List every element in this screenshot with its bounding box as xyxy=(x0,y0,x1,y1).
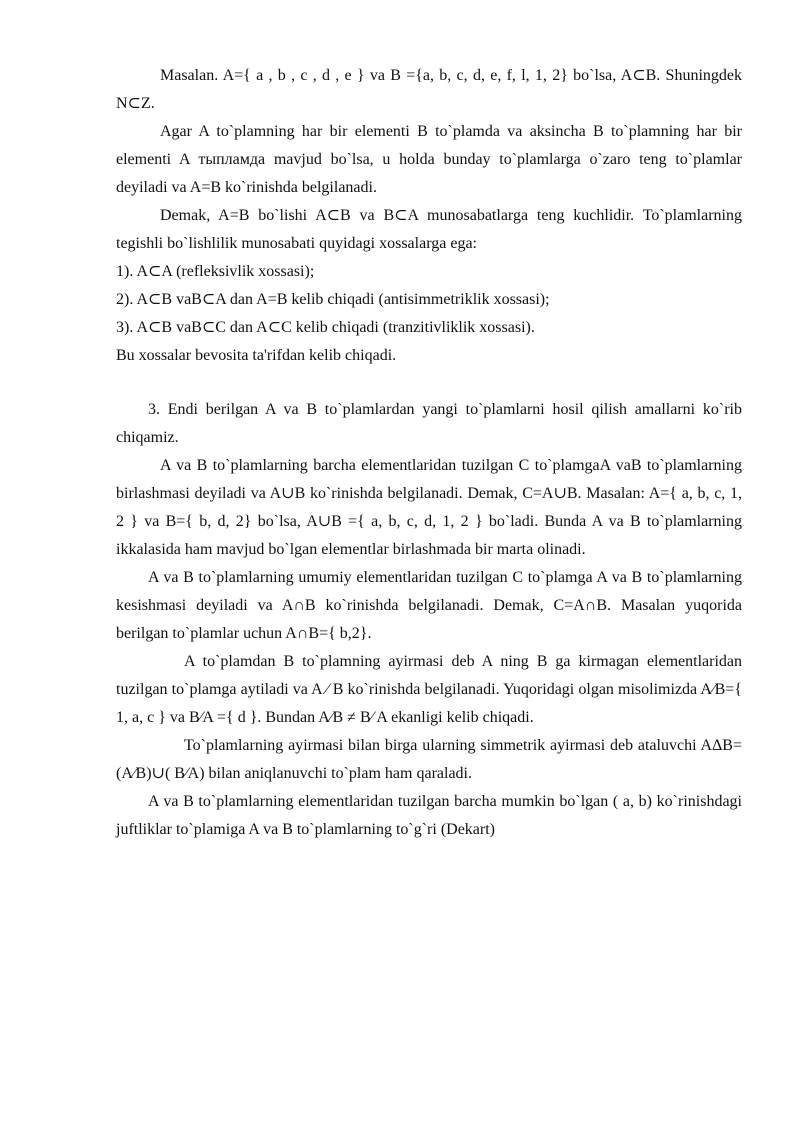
paragraph-subset-example: Masalan. A={ a , b , c , d , e } va B ={a, b, c, d, e, f, l, 1, 2} bo`lsa, A⊂B. Shuningdek N⊂Z. xyxy=(116,67,742,112)
paragraph-difference: A to`plamdan B to`plamning ayirmasi deb A ning B ga kirmagan elementlaridan tuzilgan to`plamga aytiladi va A ∕ B ko`rinishda belgilanadi. Yuqoridagi olgan misolimizda A∕B={ 1, a, c } va B∕A ={ d }. Bundan A∕B ≠ B∕ A ekanligi kelib chiqadi. xyxy=(116,653,742,726)
section-spacer xyxy=(116,370,742,396)
property-transitivity: 3). A⊂B vaB⊂C dan A⊂C kelib chiqadi (tranzitivliklik xossasi). xyxy=(116,319,535,336)
property-reflexivity: 1). A⊂A (refleksivlik xossasi); xyxy=(116,263,315,280)
paragraph-definition-note: Bu xossalar bevosita ta'rifdan kelib chiqadi. xyxy=(116,347,397,364)
paragraph-union: A va B to`plamlarning barcha elementlaridan tuzilgan C to`plamgaA vaB to`plamlarning birlashmasi deyiladi va A∪B ko`rinishda belgilanadi. Demak, C=A∪B. Masalan: A={ a, b, c, 1, 2 } va B={ b, d, 2} bo`lsa, A∪B ={ a, b, c, d, 1, 2 } bo`ladi. Bunda A va B to`plamlarning ikkalasida ham mavjud bo`lgan elementlar birlashmada bir marta olinadi. xyxy=(116,457,742,558)
paragraph-cartesian-product: A va B to`plamlarning elementlaridan tuzilgan barcha mumkin bo`lgan ( a, b) ko`rinishdagi juftliklar to`plamiga A va B to`plamlarning to`g`ri (Dekart) xyxy=(116,793,742,838)
paragraph-equal-sets-definition: Agar A to`plamning har bir elementi B to`plamda va aksincha B to`plamning har bir elementi A тыпламда mavjud bo`lsa, u holda bunday to`plamlarga o`zaro teng to`plamlar deyiladi va A=B ko`rinishda belgilanadi. xyxy=(116,123,742,196)
section-heading-operations: 3. Endi berilgan A va B to`plamlardan yangi to`plamlarni hosil qilish amallarni ko`rib chiqamiz. xyxy=(116,401,742,446)
paragraph-symmetric-difference: To`plamlarning ayirmasi bilan birga ularning simmetrik ayirmasi deb ataluvchi AΔB= (A∕B)∪( B∕A) bilan aniqlanuvchi to`plam ham qaraladi. xyxy=(116,737,742,782)
document-page xyxy=(116,62,742,844)
property-antisymmetry: 2). A⊂B vaB⊂A dan A=B kelib chiqadi (antisimmetriklik xossasi); xyxy=(116,291,550,308)
paragraph-equality-properties: Demak, A=B bo`lishi A⊂B va B⊂A munosabatlarga teng kuchlidir. To`plamlarning tegishli bo`lishlilik munosabati quyidagi xossalarga ega: xyxy=(116,207,742,252)
paragraph-intersection: A va B to`plamlarning umumiy elementlaridan tuzilgan C to`plamga A va B to`plamlarning kesishmasi deyiladi va A∩B ko`rinishda belgilanadi. Demak, C=A∩B. Masalan yuqorida berilgan to`plamlar uchun A∩B={ b,2}. xyxy=(116,569,742,642)
